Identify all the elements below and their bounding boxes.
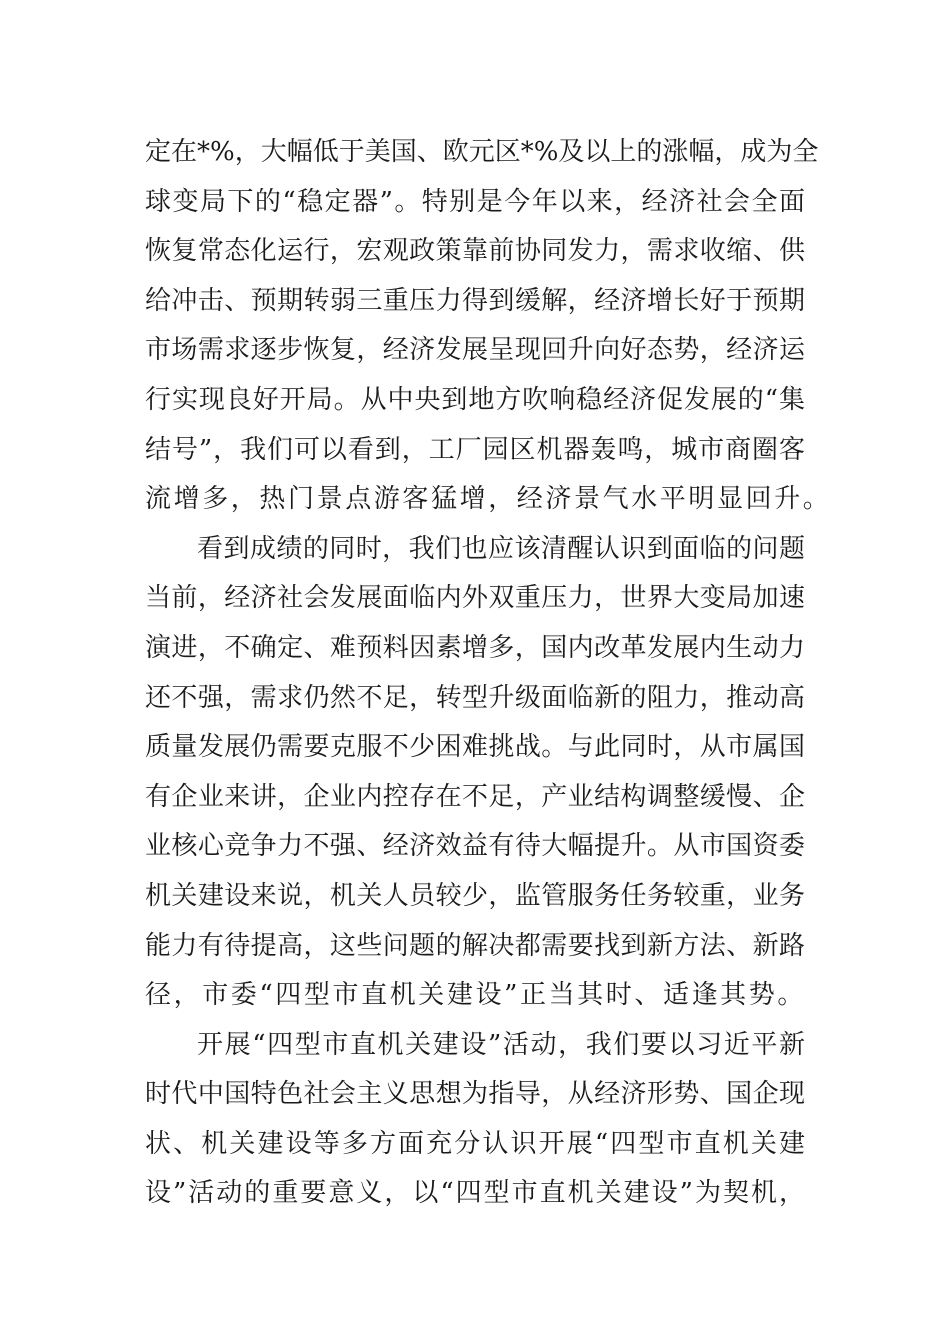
text-line: 时代中国特色社会主义思想为指导，从经济形势、国企现 bbox=[145, 1079, 805, 1110]
text-line: 开展“四型市直机关建设”活动，我们要以习近平新 bbox=[197, 1029, 805, 1060]
text-line: 市场需求逐步恢复，经济发展呈现回升向好态势，经济运 bbox=[145, 335, 805, 366]
text-line: 状、机关建设等多方面充分认识开展“四型市直机关建 bbox=[145, 1128, 805, 1159]
text-line: 定在*%，大幅低于美国、欧元区*%及以上的涨幅，成为全 bbox=[145, 137, 819, 167]
text-line: 能力有待提高，这些问题的解决都需要找到新方法、新路 bbox=[145, 930, 805, 961]
text-line: 结号”，我们可以看到，工厂园区机器轰鸣，城市商圈客 bbox=[145, 434, 805, 465]
text-line: 当前，经济社会发展面临内外双重压力，世界大变局加速 bbox=[145, 583, 805, 614]
text-line: 行实现良好开局。从中央到地方吹响稳经济促发展的“集 bbox=[145, 384, 805, 415]
document-body bbox=[145, 128, 832, 1219]
text-line: 还不强，需求仍然不足，转型升级面临新的阻力，推动高 bbox=[145, 682, 805, 713]
text-line: 流增多，热门景点游客猛增，经济景气水平明显回升。 bbox=[145, 484, 832, 515]
text-line: 演进，不确定、难预料因素增多，国内改革发展内生动力 bbox=[145, 632, 805, 663]
text-line: 恢复常态化运行，宏观政策靠前协同发力，需求收缩、供 bbox=[145, 236, 805, 267]
text-line: 质量发展仍需要克服不少困难挑战。与此同时，从市属国 bbox=[145, 732, 805, 763]
text-line: 设”活动的重要意义，以“四型市直机关建设”为契机， bbox=[145, 1178, 805, 1209]
text-line: 径，市委“四型市直机关建设”正当其时、适逢其势。 bbox=[145, 980, 806, 1011]
text-line: 业核心竞争力不强、经济效益有待大幅提升。从市国资委 bbox=[145, 831, 805, 862]
text-line: 有企业来讲，企业内控存在不足，产业结构调整缓慢、企 bbox=[145, 781, 805, 812]
paragraph-1 bbox=[145, 128, 832, 525]
paragraph-3 bbox=[145, 1021, 805, 1219]
text-line: 机关建设来说，机关人员较少，监管服务任务较重，业务 bbox=[145, 880, 805, 911]
paragraph-2 bbox=[145, 525, 805, 1021]
text-line: 给冲击、预期转弱三重压力得到缓解，经济增长好于预期 bbox=[145, 285, 805, 316]
text-line: 看到成绩的同时，我们也应该清醒认识到面临的问题 bbox=[197, 533, 805, 564]
text-line: 球变局下的“稳定器”。特别是今年以来，经济社会全面 bbox=[145, 186, 805, 217]
